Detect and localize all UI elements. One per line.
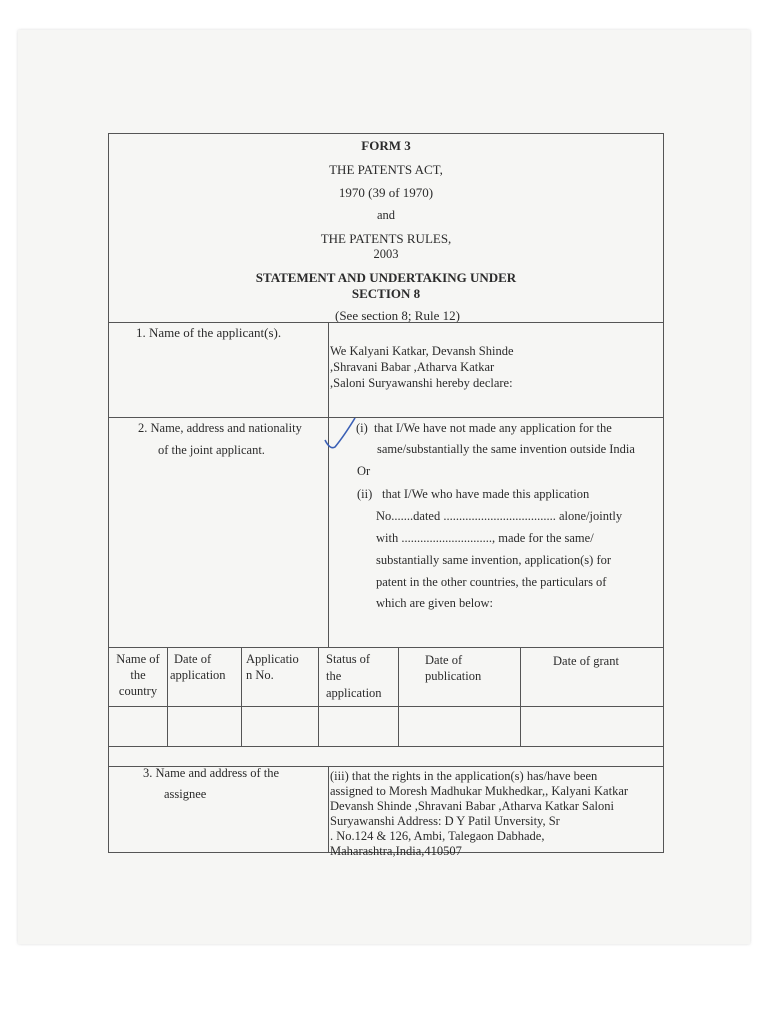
table-column-divider (398, 647, 399, 746)
reference-text: (See section 8; Rule 12) (335, 308, 460, 323)
clause-ii-line: that I/We who have made this application (382, 487, 590, 501)
act-name: THE PATENTS ACT, (329, 162, 443, 177)
table-header-date-of-grant (553, 654, 619, 669)
clause-i-line-2: same/substantially the same invention outside India (377, 442, 635, 456)
row-divider (108, 417, 664, 418)
assignee-label-2: assignee (164, 787, 207, 801)
joint-applicant-label-1: 2. Name, address and nationality (138, 421, 302, 435)
applicant-line: ,Saloni Suryawanshi hereby declare: (330, 376, 513, 390)
table-header-application-no (246, 651, 299, 683)
assignee-line: (iii) that the rights in the application(s) has/have been (330, 769, 598, 783)
assignee-line: Suryawanshi Address: D Y Patil Unversity, Sr (330, 814, 560, 828)
clause-ii-line: with ............................., made for the same/ (376, 531, 594, 545)
applicant-name-label: 1. Name of the applicant(s). (136, 325, 282, 340)
joint-applicant-label-2: of the joint applicant. (158, 443, 265, 457)
header-text: the (326, 669, 342, 683)
act-year: 1970 (39 of 1970) (338, 185, 434, 200)
header-text: the (130, 668, 146, 682)
assignee-line: Maharashtra,India,410507 (330, 844, 462, 858)
header-text: country (118, 684, 158, 698)
clause-ii-line: which are given below: (376, 596, 493, 610)
header-text: Status of (326, 652, 371, 666)
table-column-divider (241, 647, 242, 746)
assignee-line: Devansh Shinde ,Shravani Babar ,Atharva Katkar Saloni (330, 799, 614, 813)
header-text: Date of grant (553, 654, 619, 668)
or-text: Or (357, 464, 371, 478)
table-column-divider (318, 647, 319, 746)
applicant-line: ,Shravani Babar ,Atharva Katkar (330, 360, 495, 374)
and-text: and (376, 208, 396, 222)
header-text: n No. (246, 668, 274, 682)
table-header-country (110, 651, 166, 699)
form-number: FORM 3 (361, 138, 411, 153)
assignee-label-1: 3. Name and address of the (143, 766, 280, 780)
clause-ii-marker: (ii) (357, 487, 373, 501)
table-column-divider (167, 647, 168, 746)
row-divider (108, 647, 664, 648)
header-text: application (170, 668, 226, 682)
header-text: Date of (425, 653, 463, 667)
row-divider (108, 746, 664, 747)
table-header-date-of-application (170, 651, 226, 683)
header-text: Date of (174, 652, 212, 666)
table-header-date-of-publication (425, 652, 481, 684)
applicant-name-value (330, 343, 514, 391)
header-text: application (326, 686, 382, 700)
assignee-line: assigned to Moresh Madhukar Mukhedkar,, Kalyani Katkar (330, 784, 629, 798)
clause-ii-line: patent in the other countries, the particulars of (376, 575, 607, 589)
clause-i-marker: (i) (356, 421, 368, 435)
header-text: Applicatio (246, 652, 299, 666)
table-column-divider (520, 647, 521, 746)
table-header-status (326, 651, 382, 702)
column-divider (328, 322, 329, 647)
clause-ii-line: substantially same invention, application(s) for (376, 553, 612, 567)
column-divider (328, 766, 329, 853)
assignee-value (330, 769, 628, 859)
assignee-line: . No.124 & 126, Ambi, Talegaon Dabhade, (330, 829, 545, 843)
clause-i-line-1: that I/We have not made any application for the (374, 421, 612, 435)
applicant-line: We Kalyani Katkar, Devansh Shinde (330, 344, 514, 358)
title-line-2: SECTION 8 (351, 286, 421, 301)
title-line-1: STATEMENT AND UNDERTAKING UNDER (255, 270, 517, 285)
rules-name: THE PATENTS RULES, (320, 231, 452, 246)
row-divider (108, 322, 664, 323)
clause-ii-line: No.......dated .................................... alone/jointly (376, 509, 623, 523)
header-text: publication (425, 669, 482, 683)
row-divider (108, 706, 664, 707)
rules-year: 2003 (373, 247, 399, 261)
header-text: Name of (116, 652, 160, 666)
